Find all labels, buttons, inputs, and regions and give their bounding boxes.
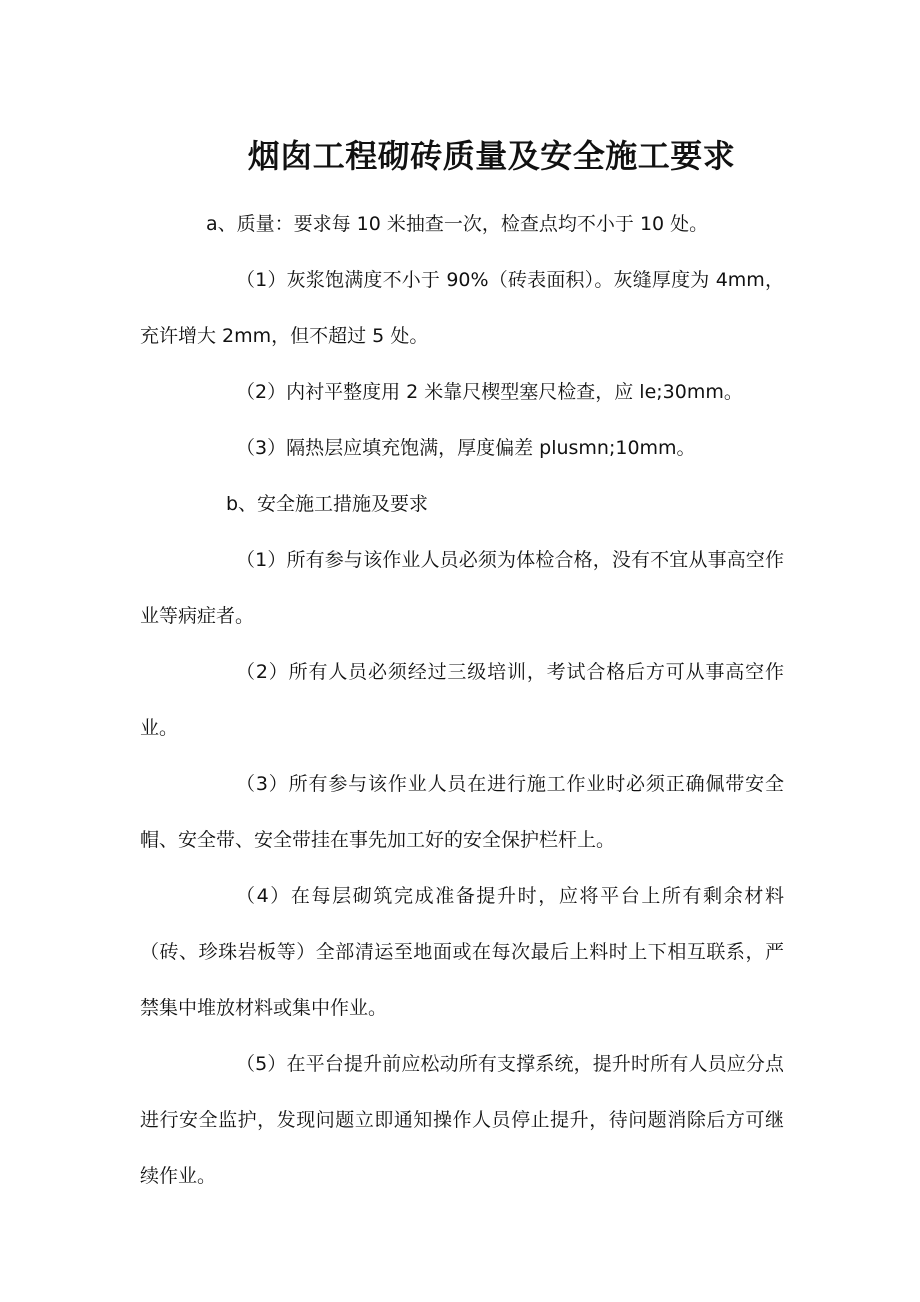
document-title: 烟囱工程砌砖质量及安全施工要求 <box>247 137 736 176</box>
quality-item-2: （2）内衬平整度用 2 米靠尺楔型塞尺检查，应 le;30mm。 <box>236 381 743 403</box>
safety-item-2: （2）所有人员必须经过三级培训，考试合格后方可从事高空作业。 <box>140 661 784 739</box>
safety-item-5: （5）在平台提升前应松动所有支撑系统，提升时所有人员应分点进行安全监护，发现问题立即通知操作人员停止提升，待问题消除后方可继续作业。 <box>140 1053 784 1187</box>
section-b-safety: b、安全施工措施及要求 <box>226 493 429 515</box>
section-a-quality: a、质量：要求每 10 米抽查一次，检查点均不小于 10 处。 <box>206 213 709 235</box>
document-body <box>140 196 784 1204</box>
safety-item-3: （3）所有参与该作业人员在进行施工作业时必须正确佩带安全帽、安全带、安全带挂在事先加工好的安全保护栏杆上。 <box>140 773 784 851</box>
safety-item-4: （4）在每层砌筑完成准备提升时，应将平台上所有剩余材料（砖、珍珠岩板等）全部清运至地面或在每次最后上料时上下相互联系，严禁集中堆放材料或集中作业。 <box>140 885 784 1019</box>
quality-item-3: （3）隔热层应填充饱满，厚度偏差 plusmn;10mm。 <box>236 437 696 459</box>
safety-item-1: （1）所有参与该作业人员必须为体检合格，没有不宜从事高空作业等病症者。 <box>140 549 784 627</box>
quality-item-1: （1）灰浆饱满度不小于 90%（砖表面积）。灰缝厚度为 4mm，充许增大 2mm，但不超过 5 处。 <box>140 269 784 347</box>
